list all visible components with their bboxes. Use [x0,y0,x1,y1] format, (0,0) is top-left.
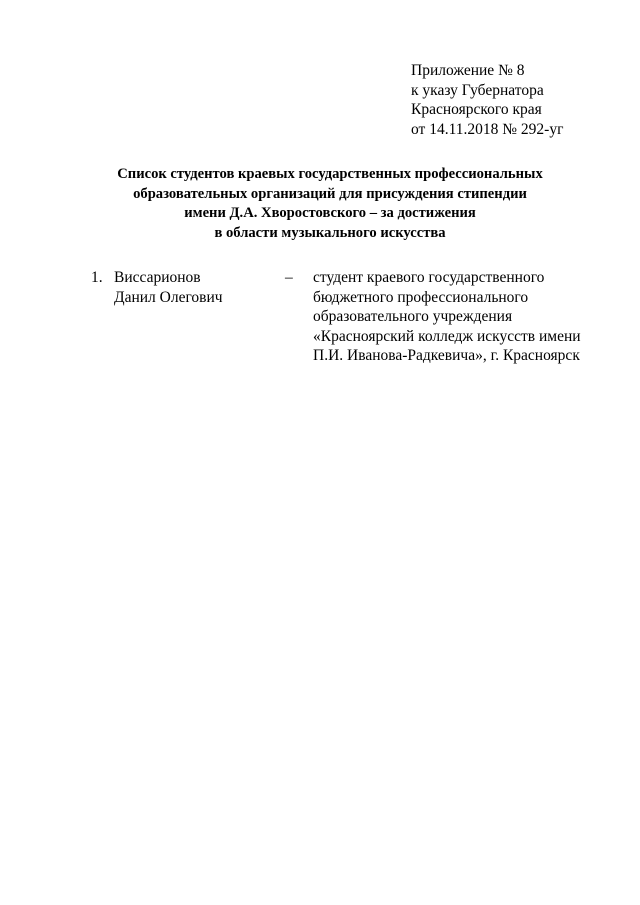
item-dash: – [285,269,293,286]
appendix-line-region: Красноярского края [411,101,542,118]
description-line-5: П.И. Иванова-Радкевича», г. Красноярск [313,347,580,364]
student-given-names: Данил Олегович [114,288,223,306]
title-line-4: в области музыкального искусства [214,224,446,241]
appendix-header [411,61,631,139]
student-description [313,268,581,366]
appendix-line-date: от 14.11.2018 № 292-уг [411,120,564,138]
student-list [91,268,611,368]
document-title [80,165,580,243]
title-line-2: образовательных организаций для присуждения стипендии [133,185,527,202]
appendix-line-decree: к указу Губернатора [411,81,544,99]
student-surname: Виссарионов [114,269,201,286]
title-line-3: имени Д.А. Хворостовского – за достижения [184,205,476,221]
item-number: 1. [91,269,103,286]
description-line-2: бюджетного профессионального [313,288,529,306]
list-item [91,268,611,368]
appendix-line-number: Приложение № 8 [411,62,525,79]
description-line-3: образовательного учреждения [313,308,513,325]
description-line-1: студент краевого государственного [313,269,545,286]
title-line-1: Список студентов краевых государственных профессиональных [117,166,543,182]
student-name [114,268,223,307]
description-line-4: «Красноярский колледж искусств имени [313,327,581,345]
